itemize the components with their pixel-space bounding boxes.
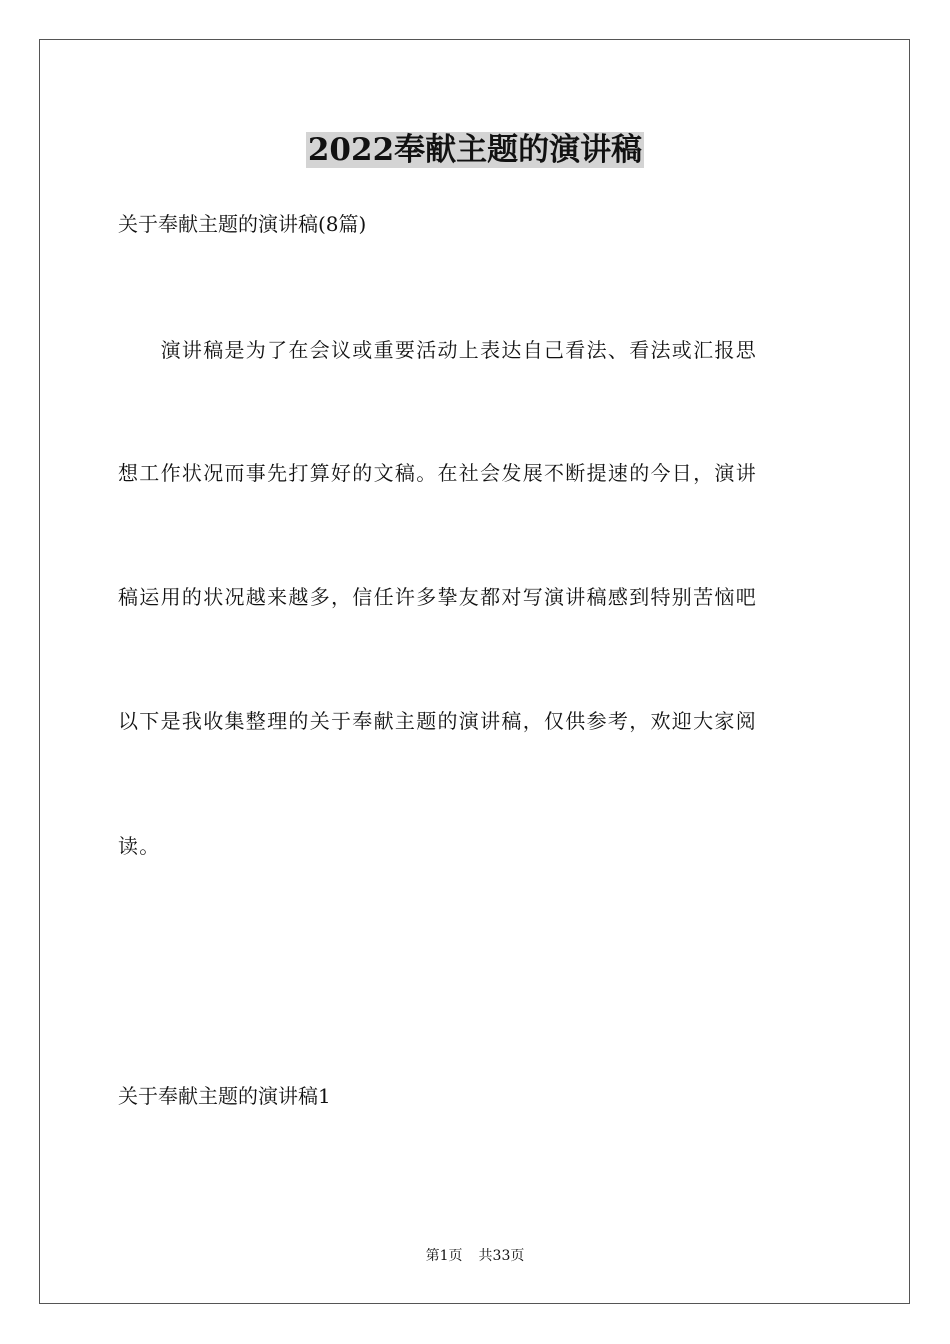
document-title-text: 2022奉献主题的演讲稿: [307, 132, 643, 168]
page-footer: [0, 1246, 950, 1266]
paragraph-line: 演讲稿是为了在会议或重要活动上表达自己看法、看法或汇报思: [118, 338, 757, 362]
document-title: [0, 128, 950, 172]
paragraph-line: 稿运用的状况越来越多，信任许多挚友都对写演讲稿感到特别苦恼吧: [118, 585, 757, 609]
page-number-total: 共33页: [478, 1248, 525, 1264]
section-heading: 关于奉献主题的演讲稿1: [118, 1084, 331, 1108]
paragraph-line: 想工作状况而事先打算好的文稿。在社会发展不断提速的今日，演讲: [118, 461, 757, 485]
page-number-current: 第1页: [425, 1248, 463, 1264]
paragraph-line: 读。: [118, 834, 161, 858]
document-subtitle: 关于奉献主题的演讲稿(8篇): [118, 212, 367, 236]
paragraph-line: 以下是我收集整理的关于奉献主题的演讲稿，仅供参考，欢迎大家阅: [118, 709, 757, 733]
